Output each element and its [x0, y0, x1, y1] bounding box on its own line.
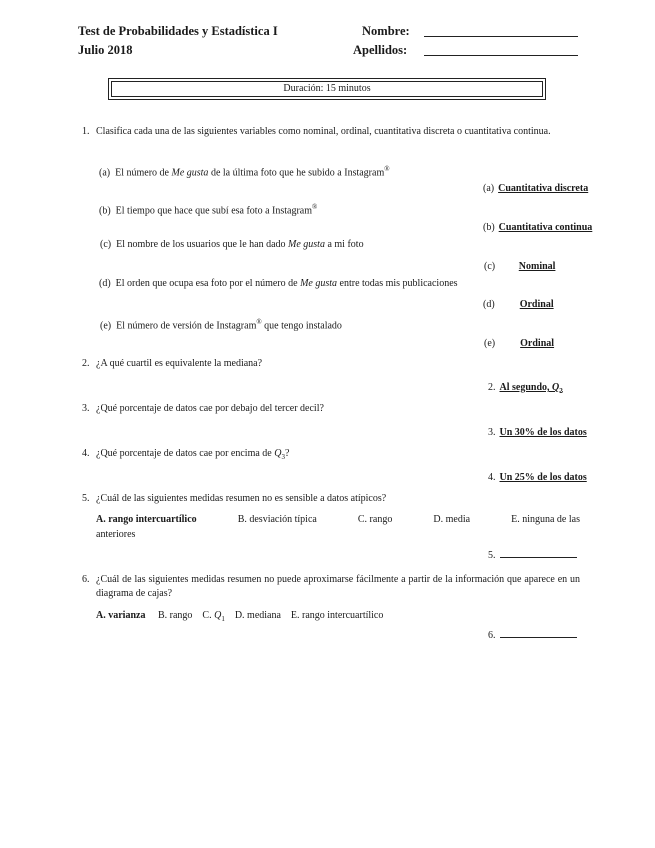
q6-text: ¿Cuál de las siguientes medidas resumen no puede aproximarse fácilmente a partir de la información que aparece en un diagrama de cajas? [96, 574, 580, 599]
q1-number: 1. [82, 126, 90, 137]
q3-text: ¿Qué porcentaje de datos cae por debajo del tercer decil? [96, 403, 324, 414]
q5-option-c[interactable]: C. rango [357, 514, 393, 525]
q5-option-b[interactable]: B. desviación típica [237, 514, 317, 525]
q2-text: ¿A qué cuartil es equivalente la mediana? [96, 358, 263, 369]
q4-number: 4. [82, 448, 90, 459]
q2-answer: 2. Al segundo, $Q_2$ [488, 382, 563, 395]
q1-answer-c: (c) Nominal [484, 261, 556, 272]
q4-answer: 4. Un 25% de los datos [488, 472, 587, 483]
q6-option-c[interactable]: C. $Q_1$ [202, 610, 225, 623]
q1-item-b: (b) El tiempo que hace que subí esa foto a Instagram® [99, 203, 318, 217]
q6-option-d[interactable]: D. mediana [234, 610, 281, 621]
q6-option-a[interactable]: A. varianza [96, 610, 146, 621]
q6-option-e[interactable]: E. rango intercuartílico [290, 610, 384, 621]
q5-option-a[interactable]: A. rango intercuartílico [96, 514, 197, 525]
q1-item-a: (a) El número de Me gusta de la última foto que he subido a Instagram® [99, 165, 390, 179]
q5-option-d[interactable]: D. media [433, 514, 471, 525]
q6-answer-field[interactable] [500, 637, 577, 638]
q5-options-cont: anteriores [96, 529, 136, 540]
q2-number: 2. [82, 358, 90, 369]
q5-option-e[interactable]: E. ninguna de las [511, 514, 580, 525]
q5-number: 5. [82, 493, 90, 504]
q6-number: 6. [82, 574, 90, 585]
q1-answer-a: (a) Cuantitativa discreta [483, 183, 589, 194]
name-field[interactable] [424, 36, 578, 37]
q5-options [96, 513, 580, 527]
test-date: Julio 2018 [78, 43, 133, 57]
q1-answer-d: (d) Ordinal [483, 299, 554, 310]
q6-options [96, 609, 383, 626]
test-title: Test de Probabilidades y Estadística I [78, 24, 278, 38]
q1-answer-b: (b) Cuantitativa continua [483, 222, 593, 233]
q5-text: ¿Cuál de las siguientes medidas resumen no es sensible a datos atípicos? [96, 493, 387, 504]
surname-label: Apellidos: [353, 43, 408, 57]
q1-text: Clasifica cada una de las siguientes variables como nominal, ordinal, cuantitativa discreta o cuantitativa continua. [96, 126, 551, 137]
q1-item-c: (c) El nombre de los usuarios que le han dado Me gusta a mi foto [100, 239, 364, 250]
q5-answer-field[interactable] [500, 557, 577, 558]
q6-option-b[interactable]: B. rango [157, 610, 193, 621]
name-label: Nombre: [362, 24, 410, 38]
duration-text: Duración: 15 minutos [111, 81, 543, 97]
duration-box [108, 78, 546, 100]
q1-item-d: (d) El orden que ocupa esa foto por el número de Me gusta entre todas mis publicaciones [99, 278, 458, 289]
q4-text: ¿Qué porcentaje de datos cae por encima de $Q_3$? [96, 448, 290, 461]
q1-item-e: (e) El número de versión de Instagram® que tengo instalado [100, 318, 342, 332]
surname-field[interactable] [424, 55, 578, 56]
q1-answer-e: (e) Ordinal [484, 338, 555, 349]
q6-answer-label: 6. [488, 630, 496, 641]
q5-answer-label: 5. [488, 550, 496, 561]
q3-answer: 3. Un 30% de los datos [488, 427, 587, 438]
q3-number: 3. [82, 403, 90, 414]
